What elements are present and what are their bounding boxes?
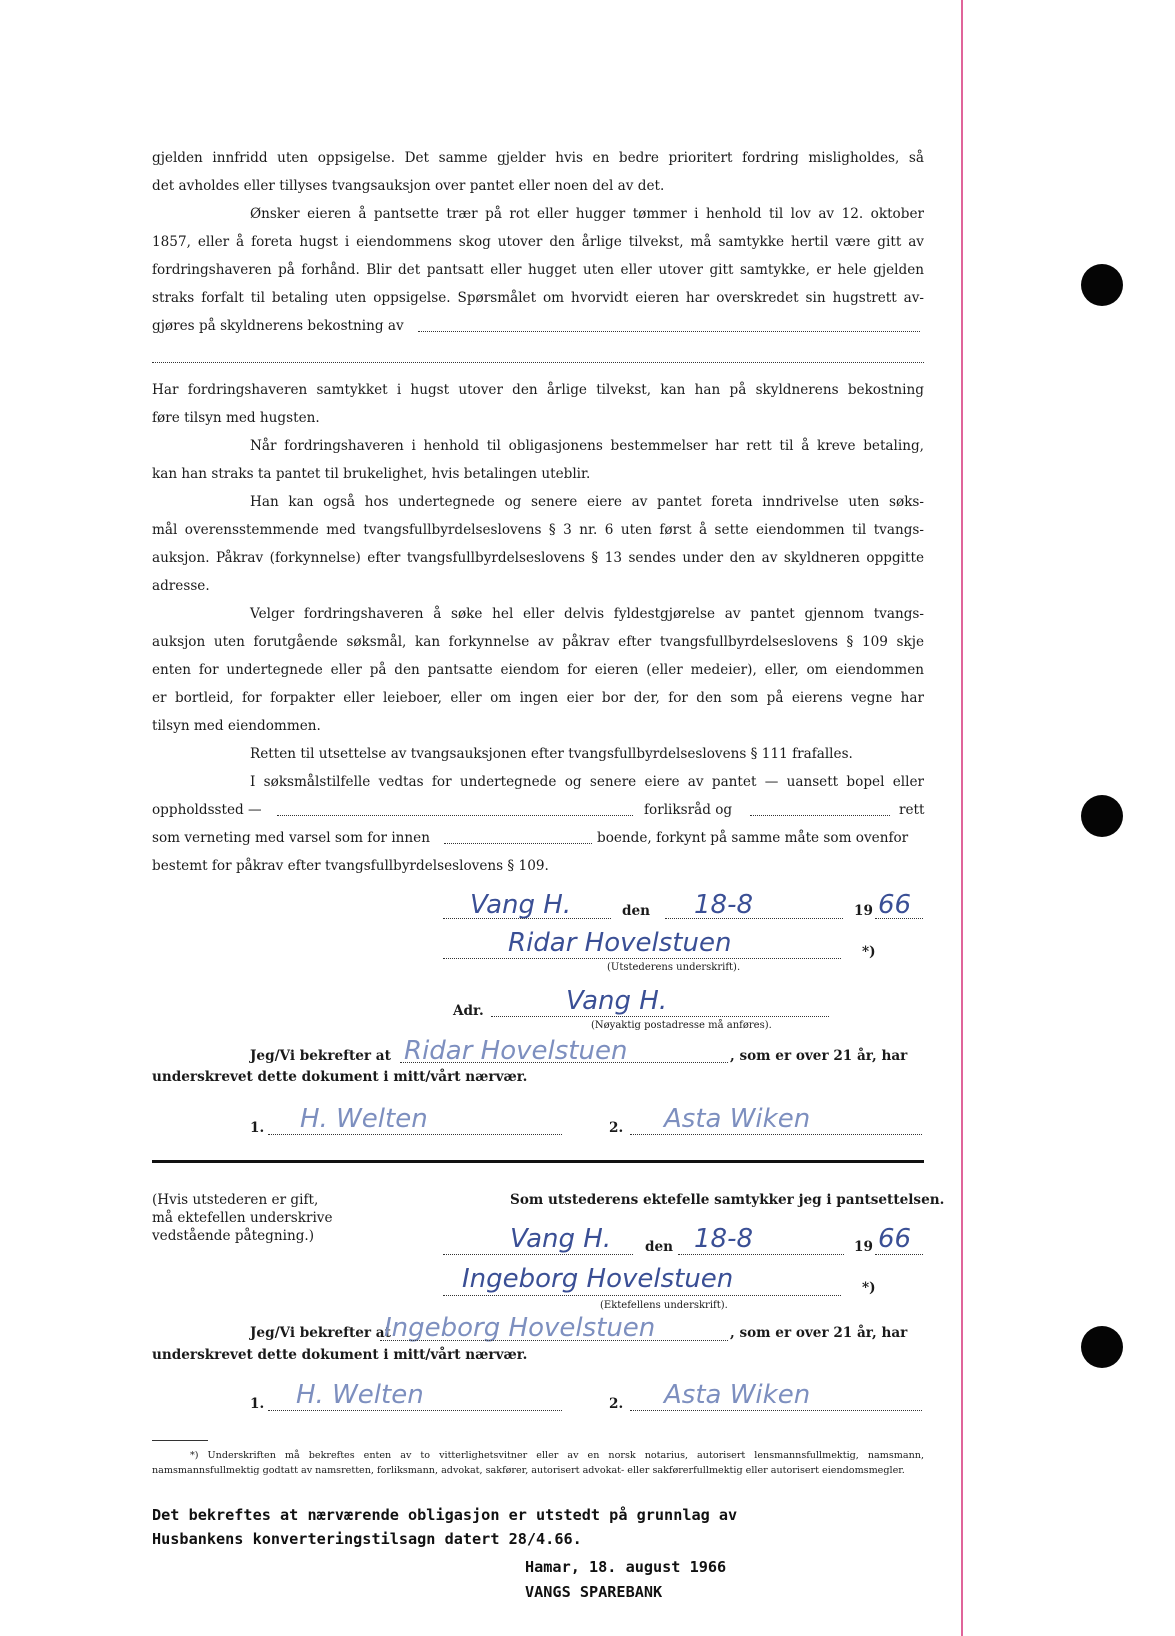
witness-line[interactable]: [268, 1134, 562, 1135]
text-line: Velger fordringshaveren å søke hel eller delvis fyldestgjørelse av pantet gjennom tvangs-: [250, 606, 924, 622]
stamp-line: Husbankens konverteringstilsagn datert 28/4.66.: [152, 1530, 582, 1548]
issuer-address: Vang H.: [566, 986, 668, 1016]
issuer-year: 66: [878, 890, 912, 920]
fill-in-line[interactable]: [750, 815, 890, 816]
fill-in-line[interactable]: [665, 918, 843, 919]
spouse-note: (Hvis utstederen er gift,: [152, 1192, 319, 1208]
witness1-signature: H. Welten: [296, 1380, 424, 1410]
text-line: adresse.: [152, 578, 210, 594]
signature-caption: (Utstederens underskrift).: [607, 962, 741, 973]
signature-caption: (Ektefellens underskrift).: [600, 1300, 728, 1311]
confirm-label: Jeg/Vi bekrefter at: [250, 1325, 391, 1341]
text-line: gjelden innfridd uten oppsigelse. Det samme gjelder hvis en bedre prioritert fordring misligholdes, så: [152, 150, 924, 166]
text-line: tilsyn med eiendommen.: [152, 718, 321, 734]
text-line: fordringshaveren på forhånd. Blir det pantsatt eller hugget uten eller utover gitt samtykke, er hele gjelden: [152, 262, 924, 278]
issuer-date: 18-8: [694, 890, 754, 920]
footnote-rule: [152, 1440, 208, 1441]
text-line: bestemt for påkrav efter tvangsfullbyrdelseslovens § 109.: [152, 858, 549, 874]
witness-line[interactable]: [268, 1410, 562, 1411]
spouse-date: 18-8: [694, 1224, 754, 1254]
witness-line[interactable]: [630, 1410, 922, 1411]
fill-in-line[interactable]: [875, 918, 923, 919]
text-line: straks forfalt til betaling uten oppsigelse. Spørsmålet om hvorvidt eieren har overskredet sin hugstrett av-: [152, 290, 924, 306]
year-prefix: 19: [854, 1239, 873, 1255]
text-line: I søksmålstilfelle vedtas for undertegnede og senere eiere av pantet — uansett bopel eller: [250, 774, 924, 790]
witness-number: 1.: [250, 1120, 265, 1136]
text-line: rett: [899, 802, 925, 818]
text-line: forliksråd og: [644, 802, 733, 818]
spouse-place: Vang H.: [510, 1224, 612, 1254]
punch-hole: [1081, 264, 1123, 306]
text-line: som verneting med varsel som for innen: [152, 830, 430, 846]
text-line: 1857, eller å foreta hugst i eiendommens skog utover den årlige tilvekst, må samtykke hertil være gitt av: [152, 234, 924, 250]
issuer-place: Vang H.: [470, 890, 572, 920]
stamp-place-date: Hamar, 18. august 1966: [525, 1558, 727, 1576]
spouse-year: 66: [878, 1224, 912, 1254]
section-divider: [152, 1160, 924, 1163]
witness-number: 2.: [609, 1120, 624, 1136]
text-line: Når fordringshaveren i henhold til obligasjonens bestemmelser har rett til å kreve betaling,: [250, 438, 924, 454]
spouse-note: vedstående påtegning.): [152, 1228, 315, 1244]
confirm-name: Ingeborg Hovelstuen: [384, 1313, 656, 1343]
confirm-name: Ridar Hovelstuen: [404, 1036, 628, 1066]
fill-in-line[interactable]: [152, 362, 924, 363]
witness-line[interactable]: [630, 1134, 922, 1135]
address-caption: (Nøyaktig postadresse må anføres).: [591, 1020, 772, 1031]
witness-number: 1.: [250, 1396, 265, 1412]
text-line: Ønsker eieren å pantsette trær på rot eller hugger tømmer i henhold til lov av 12. oktober: [250, 206, 924, 222]
confirm-label: Jeg/Vi bekrefter at: [250, 1048, 391, 1064]
confirm-tail: , som er over 21 år, har: [730, 1325, 908, 1341]
fill-in-line[interactable]: [875, 1254, 923, 1255]
witness-number: 2.: [609, 1396, 624, 1412]
witness1-signature: H. Welten: [300, 1104, 428, 1134]
fill-in-line[interactable]: [444, 843, 592, 844]
confirm-line2: underskrevet dette dokument i mitt/vårt nærvær.: [152, 1069, 528, 1085]
signature-line[interactable]: [443, 1295, 841, 1296]
text-line: føre tilsyn med hugsten.: [152, 410, 320, 426]
text-line: auksjon uten forutgående søksmål, kan forkynnelse av påkrav efter tvangsfullbyrdelseslovens § 109 skje: [152, 634, 924, 650]
witness2-signature: Asta Wiken: [664, 1104, 811, 1134]
fill-in-line[interactable]: [400, 1062, 728, 1063]
spouse-consent: Som utstederens ektefelle samtykker jeg i pantsettelsen.: [510, 1192, 945, 1208]
fill-in-line[interactable]: [380, 1340, 728, 1341]
text-line: er bortleid, for forpakter eller leieboer, eller om ingen eier bor der, for den som på eierens vegne har: [152, 690, 924, 706]
fill-in-line[interactable]: [418, 331, 920, 332]
adr-label: Adr.: [453, 1003, 484, 1019]
asterisk: *): [862, 944, 876, 960]
issuer-signature: Ridar Hovelstuen: [508, 928, 732, 958]
text-line: Retten til utsettelse av tvangsauksjonen efter tvangsfullbyrdelseslovens § 111 frafalles.: [250, 746, 853, 762]
punch-hole: [1081, 795, 1123, 837]
text-line: auksjon. Påkrav (forkynnelse) efter tvangsfullbyrdelseslovens § 13 sendes under den av skyldneren oppgitte: [152, 550, 924, 566]
stamp-line: Det bekreftes at nærværende obligasjon er utstedt på grunnlag av: [152, 1506, 738, 1524]
text-line: gjøres på skyldnerens bekostning av: [152, 318, 404, 334]
text-line: boende, forkynt på samme måte som ovenfor: [597, 830, 909, 846]
signature-line[interactable]: [443, 958, 841, 959]
text-line: kan han straks ta pantet til brukelighet, hvis betalingen uteblir.: [152, 466, 591, 482]
stamp-bank-name: VANGS SPAREBANK: [525, 1583, 663, 1601]
fill-in-line[interactable]: [443, 1254, 633, 1255]
asterisk: *): [862, 1280, 876, 1296]
text-line: det avholdes eller tillyses tvangsauksjon over pantet eller noen del av det.: [152, 178, 665, 194]
spouse-signature: Ingeborg Hovelstuen: [462, 1264, 734, 1294]
year-prefix: 19: [854, 903, 873, 919]
footnote: *) Underskriften må bekreftes enten av to vitterlighetsvitner eller av en norsk notarius, autorisert lensmannsfullmektig, namsmann, namsmannsfullmektig godtatt av namsretten, forliksmann, advokat, sakfører, autorisert advokat- eller sakførerfullmektig eller autorisert eiendomsmegler.: [152, 1450, 924, 1476]
fill-in-line[interactable]: [443, 918, 611, 919]
margin-line: [961, 0, 963, 1636]
confirm-line2: underskrevet dette dokument i mitt/vårt nærvær.: [152, 1347, 528, 1363]
punch-hole: [1081, 1326, 1123, 1368]
witness2-signature: Asta Wiken: [664, 1380, 811, 1410]
text-line: oppholdssted —: [152, 802, 262, 818]
text-line: Han kan også hos undertegnede og senere eiere av pantet foreta inndrivelse uten søks-: [250, 494, 924, 510]
den-label: den: [622, 903, 651, 919]
text-line: mål overensstemmende med tvangsfullbyrdelseslovens § 3 nr. 6 uten først å sette eiendommen til tvangs-: [152, 522, 924, 538]
fill-in-line[interactable]: [678, 1254, 844, 1255]
fill-in-line[interactable]: [277, 815, 633, 816]
address-line[interactable]: [491, 1016, 829, 1017]
confirm-tail: , som er over 21 år, har: [730, 1048, 908, 1064]
den-label: den: [645, 1239, 674, 1255]
spouse-note: må ektefellen underskrive: [152, 1210, 333, 1226]
text-line: enten for undertegnede eller på den pantsatte eiendom for eieren (eller medeier), eller, om eiendommen: [152, 662, 924, 678]
text-line: Har fordringshaveren samtykket i hugst utover den årlige tilvekst, kan han på skyldnerens bekostning: [152, 382, 924, 398]
